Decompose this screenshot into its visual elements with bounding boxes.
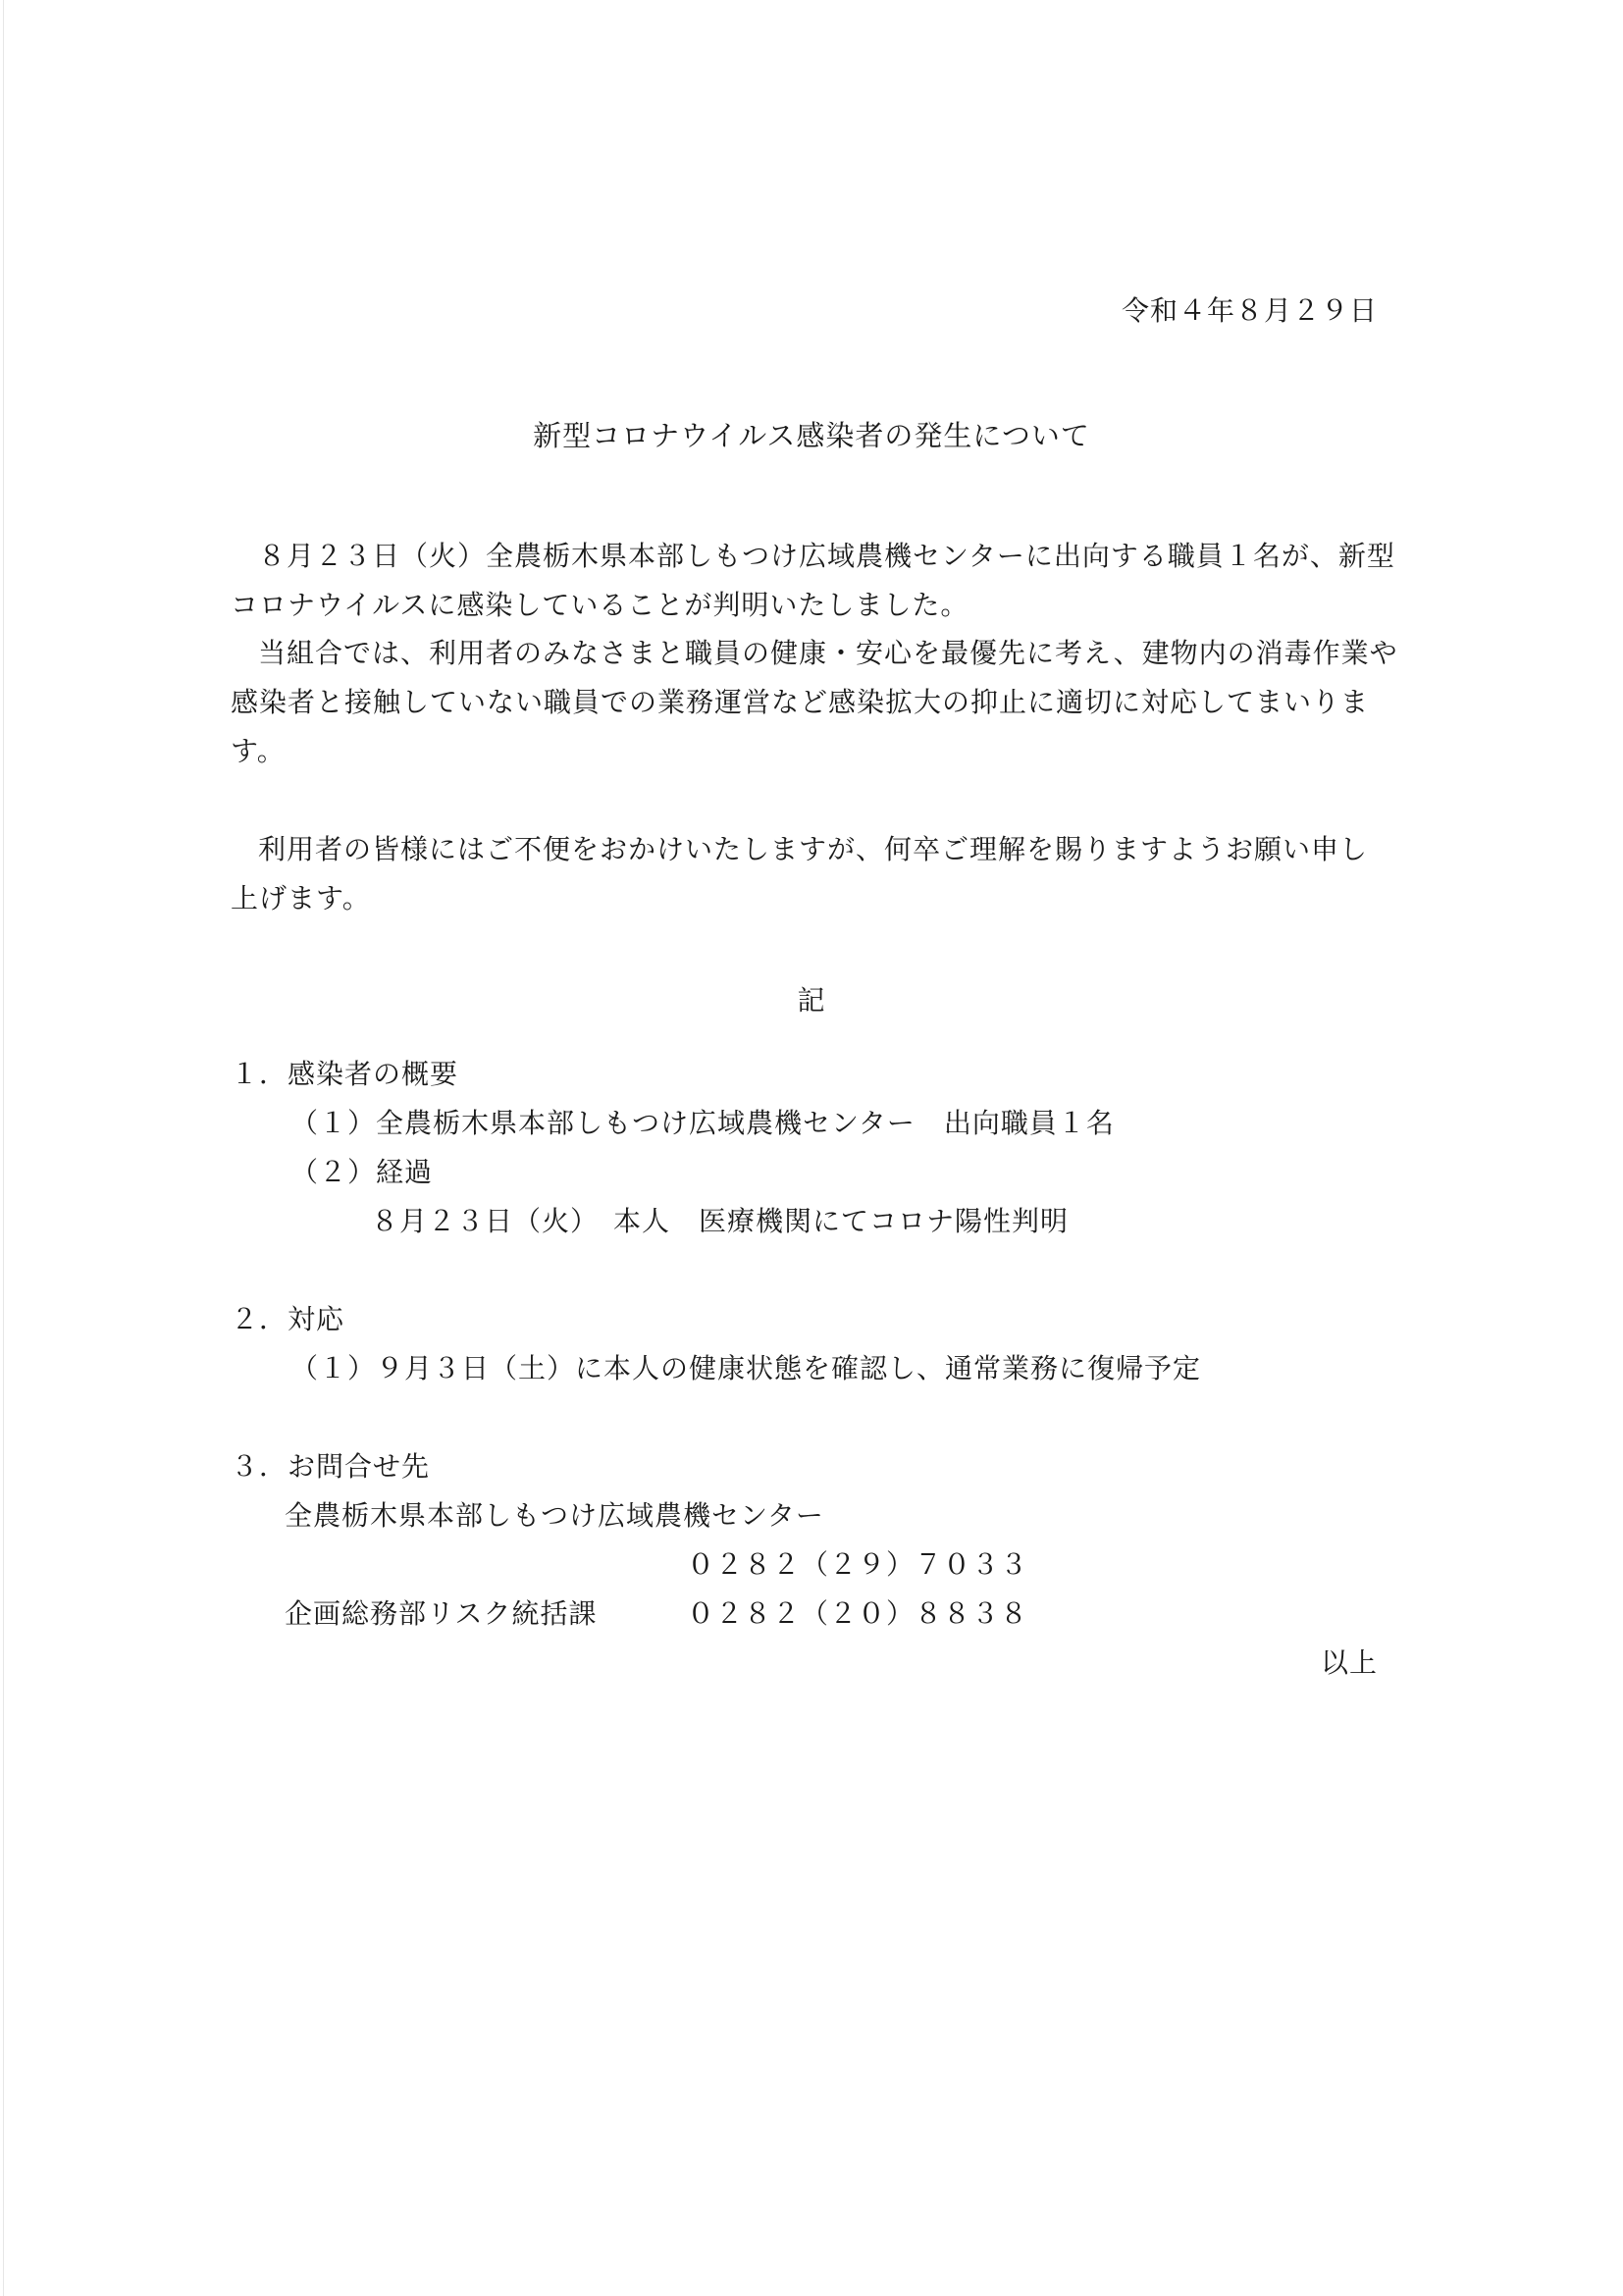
- section-1-item-2: （２）経過: [290, 1156, 434, 1188]
- paragraph-3-line-1: 利用者の皆様にはご不便をおかけいたしますが、何卒ご理解を賜りますようお願い申し: [258, 833, 1369, 865]
- paragraph-3-line-2: 上げます。: [231, 882, 371, 914]
- contact-2-name: 企画総務部リスク統括課: [285, 1597, 598, 1630]
- section-1-item-2-detail: ８月２３日（火） 本人 医療機関にてコロナ陽性判明: [371, 1205, 1070, 1237]
- document-title: 新型コロナウイルス感染者の発生について: [533, 419, 1090, 452]
- section-3-heading: ３．お問合せ先: [231, 1450, 431, 1483]
- contact-1-name: 全農栃木県本部しもつけ広域農機センター: [285, 1499, 824, 1532]
- paragraph-1-line-2: コロナウイルスに感染していることが判明いたしました。: [231, 589, 969, 621]
- paragraph-2-line-1: 当組合では、利用者のみなさまと職員の健康・安心を最優先に考え、建物内の消毒作業や: [258, 637, 1398, 669]
- paragraph-2-line-2: 感染者と接触していない職員での業務運営など感染拡大の抑止に適切に対応してまいりま: [231, 686, 1370, 718]
- section-2-item-1: （１）９月３日（土）に本人の健康状態を確認し、通常業務に復帰予定: [290, 1352, 1202, 1384]
- section-1-heading: １．感染者の概要: [231, 1058, 459, 1090]
- paragraph-1-line-1: ８月２３日（火）全農栃木県本部しもつけ広域農機センターに出向する職員１名が、新型: [258, 540, 1395, 572]
- section-2-heading: ２．対応: [231, 1303, 345, 1335]
- paragraph-2-line-3: す。: [231, 735, 286, 767]
- closing-text: 以上: [1320, 1646, 1378, 1679]
- document-date: 令和４年８月２９日: [1121, 294, 1378, 327]
- scan-edge-line: [3, 0, 4, 2296]
- contact-2-phone: ０２８２（２０）８８３８: [687, 1597, 1029, 1630]
- ki-heading: 記: [797, 984, 826, 1017]
- contact-1-phone: ０２８２（２９）７０３３: [687, 1548, 1029, 1581]
- section-1-item-1: （１）全農栃木県本部しもつけ広域農機センター 出向職員１名: [290, 1107, 1115, 1139]
